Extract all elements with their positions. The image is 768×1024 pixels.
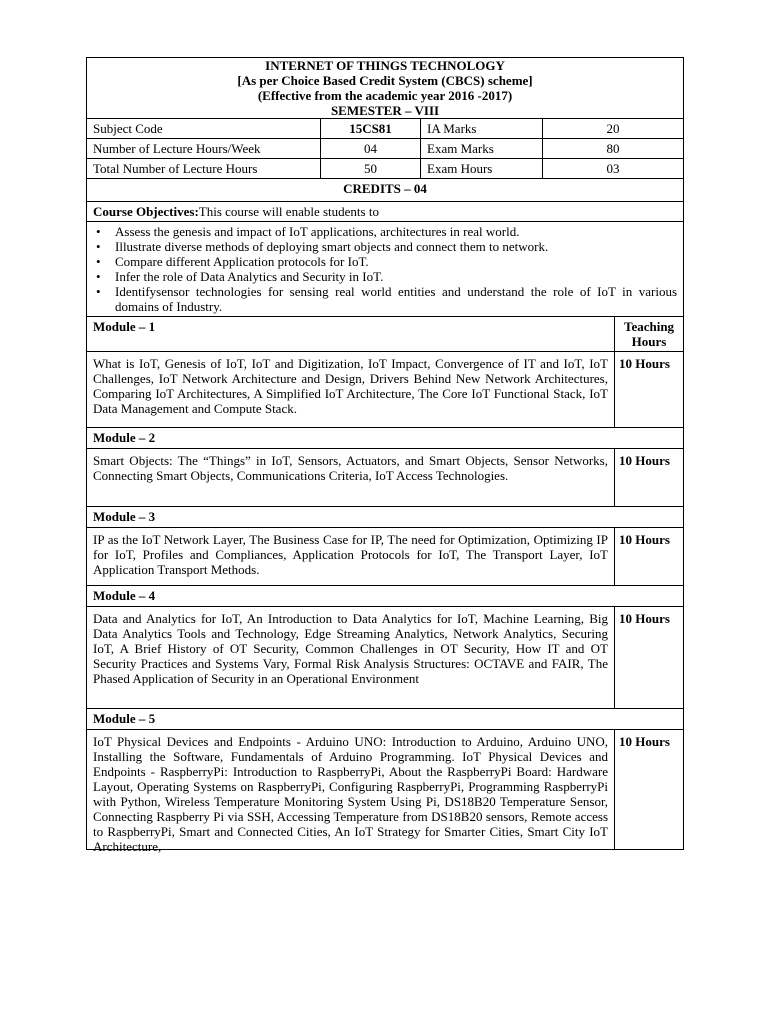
- info-value-2: 80: [543, 139, 684, 159]
- info-label: Subject Code: [87, 119, 321, 139]
- module-3-heading-row: [87, 507, 684, 528]
- module-title: Module – 2: [87, 428, 684, 449]
- objective-item: • Identifysensor technologies for sensing real world entities and understand the role of IoT in various domains of Industry.: [115, 284, 677, 314]
- objectives-heading-cell: [87, 202, 684, 222]
- info-label-2: Exam Hours: [421, 159, 543, 179]
- module-content: Data and Analytics for IoT, An Introduction to Data Analytics for IoT, Machine Learning, Big Data Analytics Tools and Technology, Edge Streaming Analytics, Network Analytics, Securing IoT, A Brief History of OT Security, Common Challenges in OT Security, How IT and OT Security Practices and Systems Vary, Formal Risk Analysis Structures: OCTAVE and FAIR, The Phased Application of Security in an Operational Environment: [87, 607, 615, 709]
- info-value: 50: [321, 159, 421, 179]
- credits-label: CREDITS – 04: [87, 179, 684, 202]
- module-hours: 10 Hours: [615, 730, 684, 850]
- module-title: Module – 5: [87, 709, 684, 730]
- objectives-intro: This course will enable students to: [198, 204, 379, 219]
- syllabus-table: [86, 57, 684, 854]
- course-title: INTERNET OF THINGS TECHNOLOGY: [265, 58, 505, 73]
- syllabus-sheet: [86, 57, 683, 854]
- info-label: Total Number of Lecture Hours: [87, 159, 321, 179]
- teaching-hours-header: Teaching Hours: [615, 317, 684, 352]
- title-row: [87, 58, 684, 119]
- module-title: Module – 1: [87, 317, 615, 352]
- effective-line: (Effective from the academic year 2016 -2017): [257, 88, 513, 103]
- objectives-list: [93, 224, 677, 314]
- scheme-line: [As per Choice Based Credit System (CBCS) scheme]: [237, 73, 533, 88]
- info-label-2: Exam Marks: [421, 139, 543, 159]
- module-hours: 10 Hours: [615, 607, 684, 709]
- objective-item: • Compare different Application protocols for IoT.: [115, 254, 677, 269]
- info-row: [87, 159, 684, 179]
- info-row: [87, 119, 684, 139]
- objectives-list-cell: [87, 222, 684, 317]
- module-hours: 10 Hours: [615, 528, 684, 586]
- course-header: [87, 58, 684, 119]
- info-value-2: 03: [543, 159, 684, 179]
- module-content: IoT Physical Devices and Endpoints - Arduino UNO: Introduction to Arduino, Arduino UNO, Installing the Software, Fundamentals of Arduino Programming. IoT Physical Devices and Endpoints - RaspberryPi: Introduction to RaspberryPi, About the RaspberryPi Board: Hardware Layout, Operating Systems on RaspberryPi, Configuring RaspberryPi, Programming RaspberryPi with Python, Wireless Temperature Monitoring System Using Pi, DS18B20 Temperature Sensor, Connecting Raspberry Pi via SSH, Accessing Temperature from DS18B20 sensors, Remote access to RaspberryPi, Smart and Connected Cities, An IoT Strategy for Smarter Cities, Smart City IoT Architecture,: [93, 734, 608, 854]
- objective-item: • Illustrate diverse methods of deploying smart objects and connect them to network.: [115, 239, 677, 254]
- objective-item: • Assess the genesis and impact of IoT applications, architectures in real world.: [115, 224, 677, 239]
- module-title: Module – 3: [87, 507, 684, 528]
- objectives-list-row: [87, 222, 684, 317]
- info-label: Number of Lecture Hours/Week: [87, 139, 321, 159]
- info-value: 04: [321, 139, 421, 159]
- module-content: What is IoT, Genesis of IoT, IoT and Digitization, IoT Impact, Convergence of IT and IoT, IoT Challenges, IoT Network Architecture and Design, Drivers Behind New Network Architectures, Comparing IoT Architectures, A Simplified IoT Architecture, The Core IoT Functional Stack, IoT Data Management and Compute Stack.: [87, 352, 615, 428]
- module-content-cell: [87, 730, 615, 854]
- module-2-content-row: [87, 449, 684, 507]
- info-value-2: 20: [543, 119, 684, 139]
- module-hours: 10 Hours: [615, 352, 684, 428]
- module-5-heading-row: [87, 709, 684, 730]
- objectives-heading: Course Objectives:: [93, 204, 199, 219]
- module-title: Module – 4: [87, 586, 684, 607]
- module-2-heading-row: [87, 428, 684, 449]
- info-label-2: IA Marks: [421, 119, 543, 139]
- module-1-heading-row: [87, 317, 684, 352]
- module-3-content-row: [87, 528, 684, 586]
- module-hours: 10 Hours: [615, 449, 684, 507]
- objective-item: • Infer the role of Data Analytics and Security in IoT.: [115, 269, 677, 284]
- module-content: Smart Objects: The “Things” in IoT, Sensors, Actuators, and Smart Objects, Sensor Networks, Connecting Smart Objects, Communications Criteria, IoT Access Technologies.: [87, 449, 615, 507]
- module-4-heading-row: [87, 586, 684, 607]
- module-4-content-row: [87, 607, 684, 709]
- module-5-content-row: [87, 730, 684, 850]
- semester-line: SEMESTER – VIII: [330, 103, 440, 118]
- info-value: 15CS81: [321, 119, 421, 139]
- credits-row: [87, 179, 684, 202]
- objectives-heading-row: [87, 202, 684, 222]
- module-1-content-row: [87, 352, 684, 428]
- info-row: [87, 139, 684, 159]
- module-content: IP as the IoT Network Layer, The Business Case for IP, The need for Optimization, Optimizing IP for IoT, Profiles and Compliances, Application Protocols for IoT, The Transport Layer, IoT Application Transport Methods.: [87, 528, 615, 586]
